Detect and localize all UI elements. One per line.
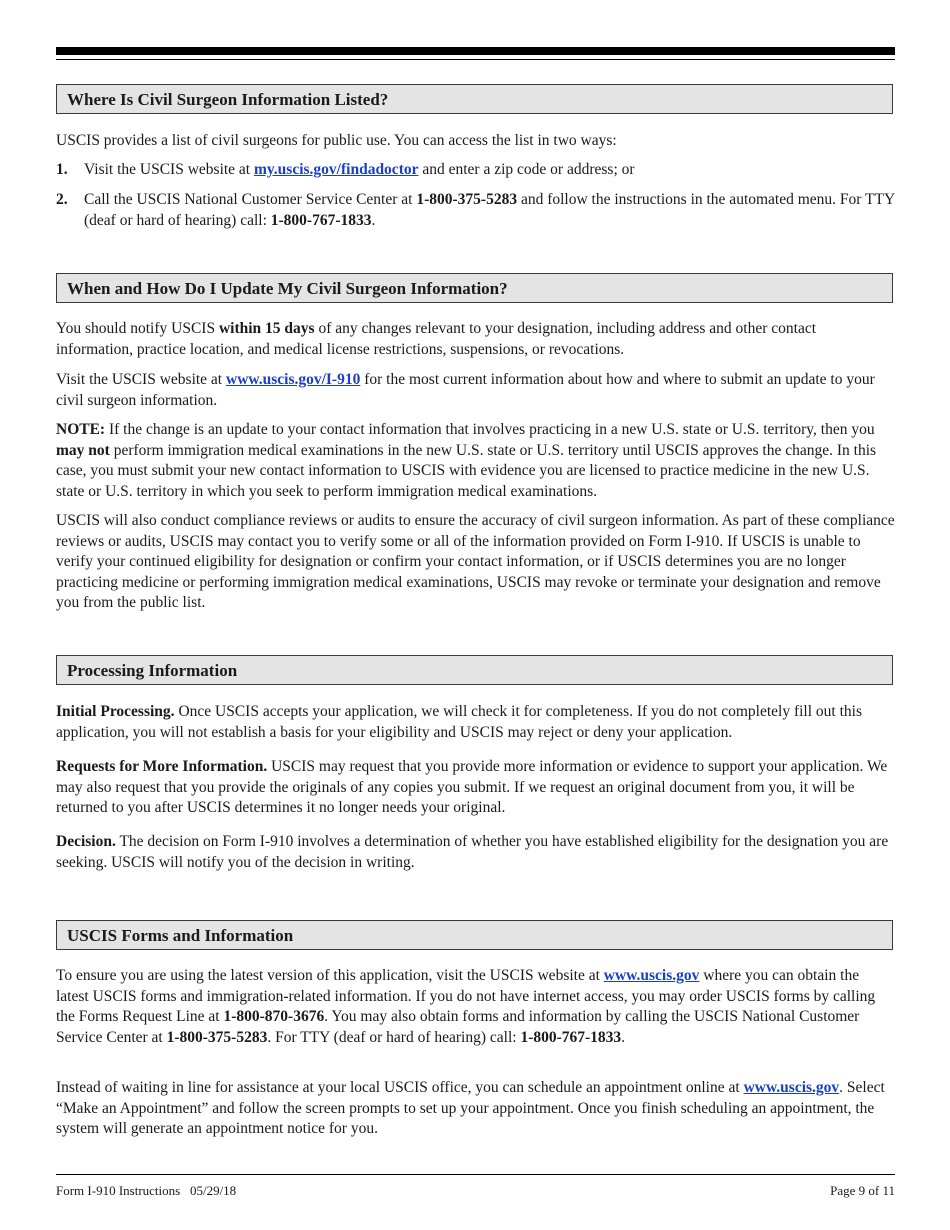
paragraph-intro: USCIS provides a list of civil surgeons for public use. You can access the list in two ways: <box>56 132 617 149</box>
list-number: 2. <box>56 191 68 208</box>
paragraph-requests: Requests for More Information. USCIS may request that you provide more information or evidence to support your application. We may also request that you provide the originals of any copies you submit. If we request an original document from you, it will be returned to you after USCIS determines it no longer needs your original. <box>56 758 888 816</box>
footer-form-id: Form I-910 Instructions 05/29/18 <box>56 1183 237 1198</box>
header-rule-thick <box>56 47 895 55</box>
uscis-link[interactable]: www.uscis.gov <box>603 967 700 984</box>
paragraph-latest-version: To ensure you are using the latest version of this application, visit the USCIS website at www.uscis.gov where you can obtain the latest USCIS forms and immigration-related information. If you do not have internet access, you may order USCIS forms by calling the Forms Request Line at 1-800-870-3676. You may also obtain forms and information by calling the USCIS National Customer Service Center at 1-800-375-5283. For TTY (deaf or hard of hearing) call: 1-800-767-1833. <box>56 967 876 1046</box>
paragraph-compliance: USCIS will also conduct compliance reviews or audits to ensure the accuracy of civil surgeon information. As part of these compliance reviews or audits, USCIS may contact you to verify some or all of the information provided on Form I-910. If USCIS is unable to verify your continued eligibility for designation or confirm your contact information, or if USCIS determines you are no longer practicing medicine or performing immigration medical examinations, USCIS may revoke or terminate your designation and remove you from the public list. <box>56 512 895 611</box>
paragraph-decision: Decision. The decision on Form I-910 involves a determination of whether you have established eligibility for the designation you are seeking. USCIS will notify you of the decision in writing. <box>56 833 889 871</box>
paragraph-notify: You should notify USCIS within 15 days of any changes relevant to your designation, including address and other contact information, practice location, and medical license restrictions, suspensions, or revocations. <box>56 320 817 358</box>
findadoctor-link[interactable]: my.uscis.gov/findadoctor <box>254 161 419 178</box>
i910-link[interactable]: www.uscis.gov/I-910 <box>226 371 361 388</box>
paragraph-visit-website: Visit the USCIS website at www.uscis.gov/I-910 for the most current information about how and where to submit an update to your civil surgeon information. <box>56 371 875 409</box>
list-text: Call the USCIS National Customer Service Center at 1-800-375-5283 and follow the instructions in the automated menu. For TTY (deaf or hard of hearing) call: 1-800-767-1833. <box>84 191 895 229</box>
section-heading-processing: Processing Information <box>56 655 893 685</box>
section-heading-forms: USCIS Forms and Information <box>56 920 893 950</box>
uscis-link-appointment[interactable]: www.uscis.gov <box>743 1079 840 1096</box>
paragraph-initial-processing: Initial Processing. Once USCIS accepts your application, we will check it for completeness. If you do not completely fill out this application, you will not establish a basis for your eligibility and USCIS may reject or deny your application. <box>56 703 862 741</box>
paragraph-appointment: Instead of waiting in line for assistance at your local USCIS office, you can schedule an appointment online at www.uscis.gov. Select “Make an Appointment” and follow the screen prompts to set up your appointment. Once you finish scheduling an appointment, the system will generate an appointment notice for you. <box>56 1079 885 1137</box>
section-heading-civil-surgeon-list: Where Is Civil Surgeon Information Listed? <box>56 84 893 114</box>
footer-page-number: Page 9 of 11 <box>830 1183 895 1198</box>
paragraph-note: NOTE: If the change is an update to your contact information that involves practicing in a new U.S. state or U.S. territory, then you may not perform immigration medical examinations in the new U.S. state or U.S. territory until USCIS approves the change. In this case, you must submit your new contact information to USCIS with evidence you are licensed to practice medicine in the new U.S. state or U.S. territory in which you seek to perform immigration medical examinations. <box>56 421 877 500</box>
list-number: 1. <box>56 161 68 178</box>
list-text: Visit the USCIS website at my.uscis.gov/findadoctor and enter a zip code or address; or <box>84 161 635 178</box>
section-heading-update-info: When and How Do I Update My Civil Surgeon Information? <box>56 273 893 303</box>
header-rule-thin <box>56 59 895 60</box>
footer-rule <box>56 1174 895 1175</box>
